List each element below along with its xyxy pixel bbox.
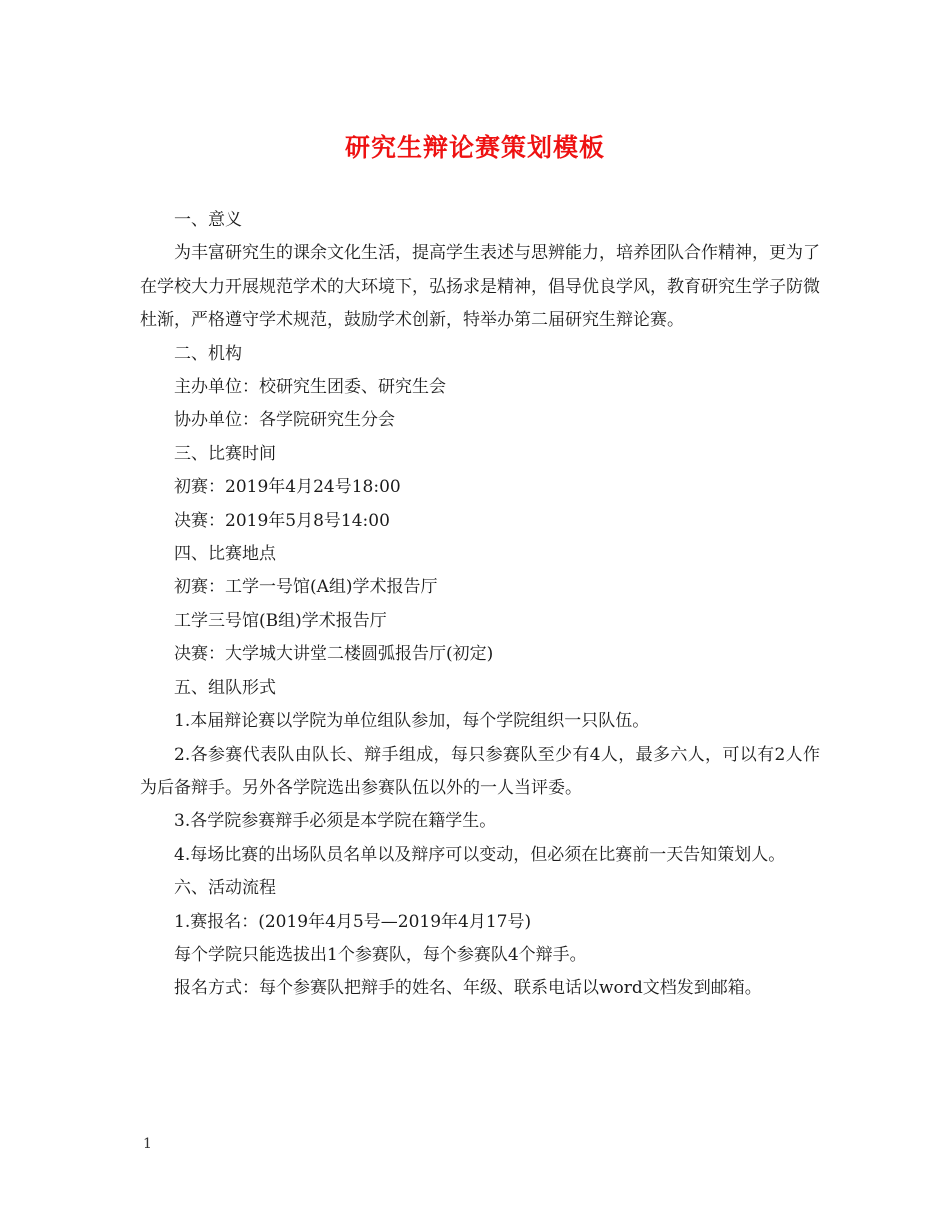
paragraph-final-time: 决赛：2019年5月8号14:00 [174,510,390,531]
section-heading-3: 三、比赛时间 [174,443,276,464]
paragraph-organizer: 主办单位：校研究生团委、研究生会 [174,377,446,398]
document-title: 研究生辩论赛策划模板 [344,133,605,162]
paragraph-registration-method: 报名方式：每个参赛队把辩手的姓名、年级、联系电话以word文档发到邮箱。 [174,978,762,999]
paragraph-prelim-time: 初赛：2019年4月24号18:00 [174,477,401,498]
section-heading-2: 二、机构 [174,343,242,364]
paragraph-final-venue: 决赛：大学城大讲堂二楼圆弧报告厅(初定) [174,644,494,665]
paragraph-prelim-venue-b: 工学三号馆(B组)学术报告厅 [174,610,387,631]
paragraph-registration: 1.赛报名：(2019年4月5号—2019年4月17号) [174,911,532,932]
section-heading-1: 一、意义 [174,210,242,230]
paragraph-purpose: 为丰富研究生的课余文化生活，提高学生表述与思辨能力，培养团队合作精神，更为了在学校大力开展规范学术的大环境下，弘扬求是精神，倡导优良学风，教育研究生学子防微杜渐，严格遵守学术规范，鼓励学术创新，特举办第二届研究生辩论赛。 [140,243,820,331]
section-heading-6: 六、活动流程 [174,878,276,899]
section-heading-4: 四、比赛地点 [174,544,276,565]
paragraph-team-rule: 每个学院只能选拔出1个参赛队，每个参赛队4个辩手。 [174,944,587,965]
list-item: 1.本届辩论赛以学院为单位组队参加，每个学院组织一只队伍。 [174,711,650,732]
document-body [140,204,820,1006]
list-item: 3.各学院参赛辩手必须是本学院在籍学生。 [174,811,497,832]
paragraph-prelim-venue-a: 初赛：工学一号馆(A组)学术报告厅 [174,577,438,598]
section-heading-5: 五、组队形式 [174,677,276,698]
list-item: 4.每场比赛的出场队员名单以及辩序可以变动，但必须在比赛前一天告知策划人。 [174,844,786,865]
page-number: 1 [143,1136,152,1152]
paragraph-co-organizer: 协办单位：各学院研究生分会 [174,410,395,431]
list-item: 2.各参赛代表队由队长、辩手组成，每只参赛队至少有4人，最多六人，可以有2人作为后备辩手。另外各学院选出参赛队伍以外的一人当评委。 [140,744,820,798]
